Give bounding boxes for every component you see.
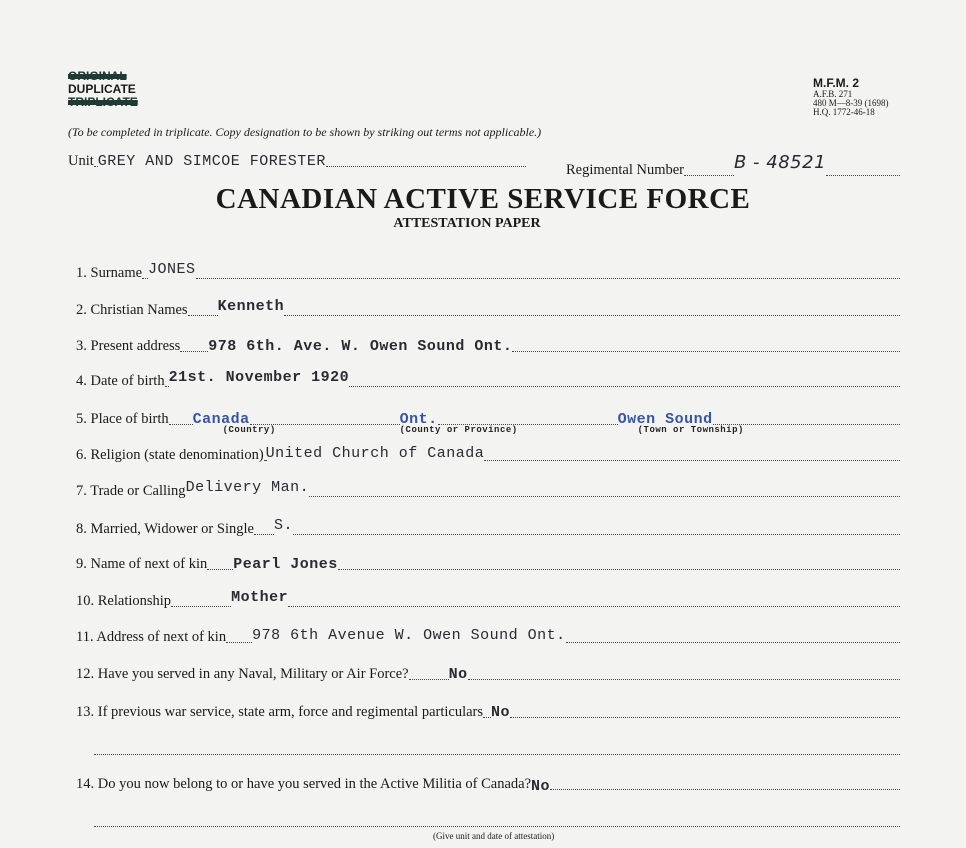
field-value: Delivery Man.: [185, 479, 310, 496]
field-next-of-kin-address: [76, 629, 900, 646]
field-value: JONES: [148, 261, 196, 278]
field-war-service: [76, 704, 900, 721]
field-label: 13. If previous war service, state arm, force and regimental particulars: [76, 704, 484, 720]
blank-line: [94, 754, 900, 755]
field-date-of-birth: [76, 369, 900, 390]
field-present-address: [76, 338, 900, 355]
field-next-of-kin: [76, 556, 900, 573]
copy-original: ORIGINAL: [68, 69, 127, 83]
birth-country: [192, 411, 276, 435]
field-value: 978 6th Avenue W. Owen Sound Ont.: [252, 627, 566, 644]
instruction-note: (To be completed in triplicate. Copy designation to be shown by striking out terms not applicable.): [68, 125, 542, 139]
field-value: No: [531, 778, 551, 795]
field-value: Pearl Jones: [233, 556, 338, 573]
field-label: 6. Religion (state denomination): [76, 447, 264, 463]
field-trade: [76, 479, 900, 500]
field-marital-status: [76, 517, 900, 538]
form-ref-line: H.Q. 1772-46-18: [813, 107, 875, 117]
birth-province: [399, 411, 518, 435]
field-label: 11. Address of next of kin: [76, 629, 227, 645]
copy-designation: [68, 70, 138, 109]
field-value: 21st. November 1920: [168, 369, 350, 386]
form-ref-line: A.F.B. 271: [813, 89, 853, 99]
unit-field: [68, 153, 526, 170]
field-label: 3. Present address: [76, 338, 181, 354]
birth-province-value: Ont.: [399, 411, 438, 428]
field-label: 1. Surname: [76, 265, 143, 281]
field-value: 978 6th. Ave. W. Owen Sound Ont.: [208, 338, 513, 355]
field-value: Mother: [231, 589, 289, 606]
page-title: CANADIAN ACTIVE SERVICE FORCE: [215, 183, 751, 215]
blank-line: [94, 826, 900, 827]
field-value: Kenneth: [217, 298, 285, 315]
field-value: S.: [273, 517, 293, 534]
field-label: 12. Have you served in any Naval, Military or Air Force?: [76, 666, 409, 682]
country-label: (Country): [222, 425, 276, 435]
field-value: United Church of Canada: [265, 445, 485, 462]
unit-label: Unit: [68, 153, 94, 169]
field-label: 10. Relationship: [76, 593, 172, 609]
town-label: (Town or Township): [637, 425, 744, 435]
copy-duplicate: DUPLICATE: [68, 82, 136, 96]
footnote: (Give unit and date of attestation): [433, 831, 555, 841]
form-reference: [813, 77, 889, 117]
regimental-value: B - 48521: [733, 152, 827, 173]
copy-triplicate: TRIPLICATE: [68, 95, 138, 109]
field-religion: [76, 447, 900, 464]
field-christian-names: [76, 298, 900, 319]
page-subtitle: ATTESTATION PAPER: [393, 216, 541, 231]
province-label: (County or Province): [399, 425, 518, 435]
field-relationship: [76, 589, 900, 610]
field-active-militia: [76, 776, 900, 793]
field-label: 4. Date of birth: [76, 373, 165, 389]
field-label: 14. Do you now belong to or have you served in the Active Militia of Canada?: [76, 776, 532, 792]
birth-town-value: Owen Sound: [617, 411, 713, 428]
regimental-number-field: [566, 152, 900, 179]
field-value: No: [491, 704, 511, 721]
field-value: No: [448, 666, 468, 683]
birth-country-value: Canada: [192, 411, 250, 428]
regimental-label: Regimental Number: [566, 162, 684, 178]
field-place-of-birth: [76, 411, 900, 435]
field-label: 2. Christian Names: [76, 302, 188, 318]
field-label: 5. Place of birth: [76, 411, 169, 427]
unit-value: GREY AND SIMCOE FORESTER: [97, 153, 326, 170]
field-label: 8. Married, Widower or Single: [76, 521, 254, 537]
birth-town: [617, 411, 744, 435]
field-surname: [76, 261, 900, 282]
field-label: 9. Name of next of kin: [76, 556, 208, 572]
form-code: M.F.M. 2: [813, 76, 860, 90]
field-prior-service: [76, 666, 900, 683]
form-ref-line: 480 M—8-39 (1698): [813, 98, 889, 108]
field-label: 7. Trade or Calling: [76, 483, 186, 499]
